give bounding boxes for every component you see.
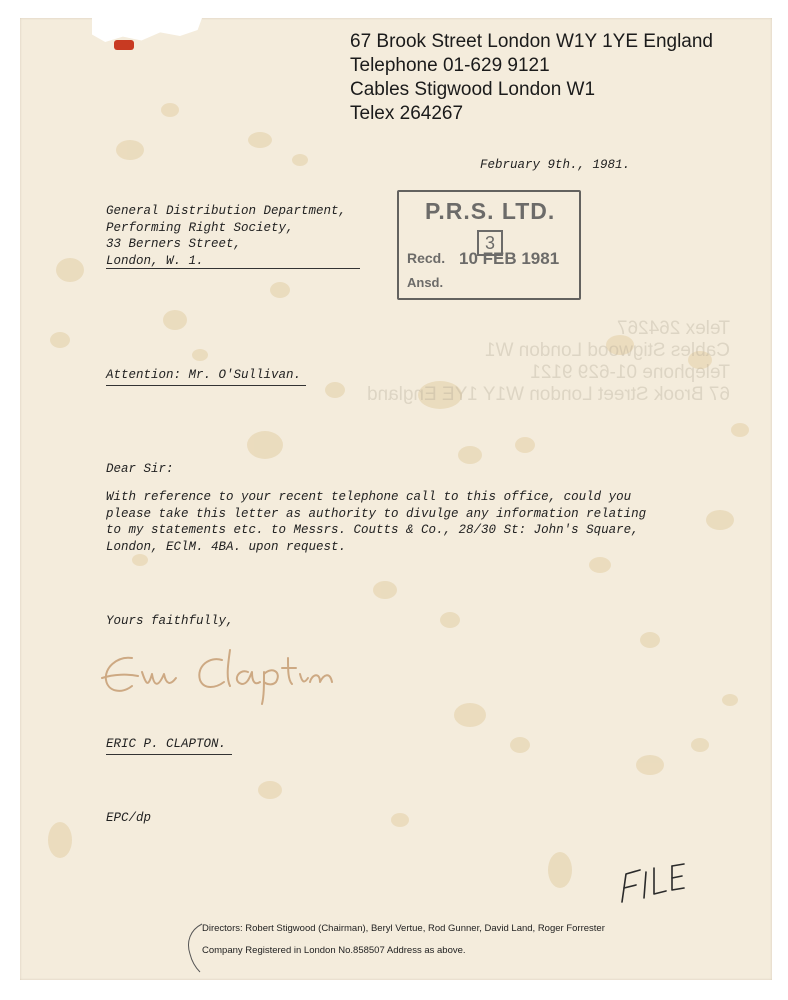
letterhead-telex: Telex 264267 xyxy=(350,103,464,124)
letterhead-telephone: Telephone 01-629 9121 xyxy=(350,55,550,76)
address-underline xyxy=(106,268,360,269)
reference-initials: EPC/dp xyxy=(106,811,152,825)
bleed-through-line: Telephone 01-629 9121 xyxy=(530,362,730,383)
letterhead-cables: Cables Stigwood London W1 xyxy=(350,79,596,100)
salutation: Dear Sir: xyxy=(106,462,174,476)
recipient-line: 33 Berners Street, xyxy=(106,237,242,251)
attention-line: Attention: Mr. O'Sullivan. xyxy=(106,368,302,382)
footer-registration: Company Registered in London No.858507 Address as above. xyxy=(202,945,466,956)
signer-name: ERIC P. CLAPTON. xyxy=(106,737,227,751)
stamp-recd-label: Recd. xyxy=(407,250,446,266)
attention-underline xyxy=(106,385,306,386)
company-footer xyxy=(202,918,605,962)
recipient-line: London, W. 1. xyxy=(106,253,204,268)
letterhead-address: 67 Brook Street London W1Y 1YE England xyxy=(350,31,714,52)
received-stamp xyxy=(397,190,581,300)
stamp-date: 10 FEB 1981 xyxy=(459,249,560,268)
closing: Yours faithfully, xyxy=(106,614,234,628)
letter-body xyxy=(106,489,646,555)
body-line: please take this letter as authority to divulge any information relating xyxy=(106,506,647,521)
signer-underline xyxy=(106,754,232,755)
body-line: London, EClM. 4BA. upon request. xyxy=(106,539,347,554)
stamp-number: 3 xyxy=(477,230,503,256)
footer-directors: Directors: Robert Stigwood (Chairman), Beryl Vertue, Rod Gunner, David Land, Roger Forrester xyxy=(202,923,605,934)
recipient-line: General Distribution Department, xyxy=(106,204,347,218)
handwritten-file-note xyxy=(612,858,692,908)
bleed-through-line: Cables Stigwood London W1 xyxy=(484,340,730,361)
letterhead xyxy=(350,30,713,126)
stamp-ansd-label: Ansd. xyxy=(407,275,444,290)
bleed-through-line: Telex 264267 xyxy=(616,318,730,339)
handwritten-signature xyxy=(92,638,362,710)
bleed-through-line: 67 Brook Street London W1Y 1YE England xyxy=(366,384,730,405)
letter-date: February 9th., 1981. xyxy=(480,158,631,172)
recipient-address xyxy=(106,203,346,269)
recipient-line: Performing Right Society, xyxy=(106,220,294,235)
body-line: With reference to your recent telephone call to this office, could you xyxy=(106,490,632,504)
letterhead-bleed-through xyxy=(367,318,730,406)
body-line: to my statements etc. to Messrs. Coutts & Co., 28/30 St: John's Square, xyxy=(106,523,639,537)
stamp-title: P.R.S. LTD. xyxy=(425,198,556,224)
